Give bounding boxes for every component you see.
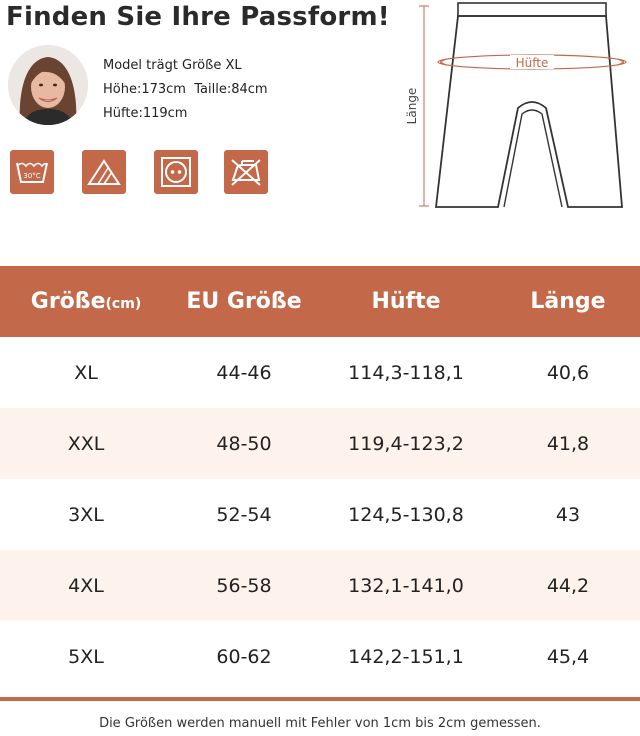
cell-hip: 142,2-151,1 (348, 645, 464, 668)
wash-30-icon (10, 150, 54, 194)
table-row (0, 408, 640, 479)
model-avatar (8, 45, 88, 125)
table-row (0, 621, 640, 692)
cell-hip: 119,4-123,2 (316, 408, 496, 479)
table-bottom-rule (0, 697, 640, 701)
table-header-row (0, 266, 640, 337)
cell-size: 5XL (68, 645, 104, 668)
cell-eu: 48-50 (172, 408, 316, 479)
cell-length: 43 (555, 503, 581, 526)
header-eu-size: EU Größe (172, 266, 316, 337)
page-title: Finden Sie Ihre Passform! (6, 2, 390, 32)
cell-size: 3XL (68, 503, 104, 526)
model-measurements-text: Höhe:173cm Taille:84cm (103, 82, 268, 97)
no-iron-icon (224, 150, 268, 194)
cell-eu: 44-46 (216, 361, 272, 384)
header-size-unit: (cm) (105, 296, 142, 312)
cell-hip: 132,1-141,0 (316, 550, 496, 621)
table-row (0, 479, 640, 550)
hip-label: Hüfte (515, 56, 549, 70)
table-row (0, 550, 640, 621)
cell-eu: 52-54 (216, 503, 272, 526)
cell-length: 45,4 (546, 645, 590, 668)
cell-size: XXL (0, 408, 172, 479)
size-table (0, 266, 640, 692)
no-bleach-icon (82, 150, 126, 194)
length-label: Länge (405, 87, 419, 125)
model-info (103, 54, 268, 126)
header-size: Größe(cm) (0, 266, 172, 337)
cell-size: XL (74, 361, 98, 384)
cell-hip: 124,5-130,8 (348, 503, 464, 526)
model-portrait-icon (8, 45, 88, 125)
wash-temp-label: 30°C (23, 172, 41, 180)
cell-length: 44,2 (496, 550, 640, 621)
cell-size: 4XL (0, 550, 172, 621)
tumble-dry-icon (154, 150, 198, 194)
header-hip: Hüfte (316, 266, 496, 337)
model-hip-text: Hüfte:119cm (103, 106, 188, 121)
cell-eu: 60-62 (216, 645, 272, 668)
header-length: Länge (496, 266, 640, 337)
model-size-text: Model trägt Größe XL (103, 58, 242, 73)
measurement-note: Die Größen werden manuell mit Fehler von 1cm bis 2cm gemessen. (99, 716, 541, 731)
shorts-diagram (400, 0, 640, 215)
table-row (0, 337, 640, 408)
cell-length: 41,8 (496, 408, 640, 479)
cell-hip: 114,3-118,1 (348, 361, 464, 384)
cell-length: 40,6 (546, 361, 590, 384)
cell-eu: 56-58 (172, 550, 316, 621)
